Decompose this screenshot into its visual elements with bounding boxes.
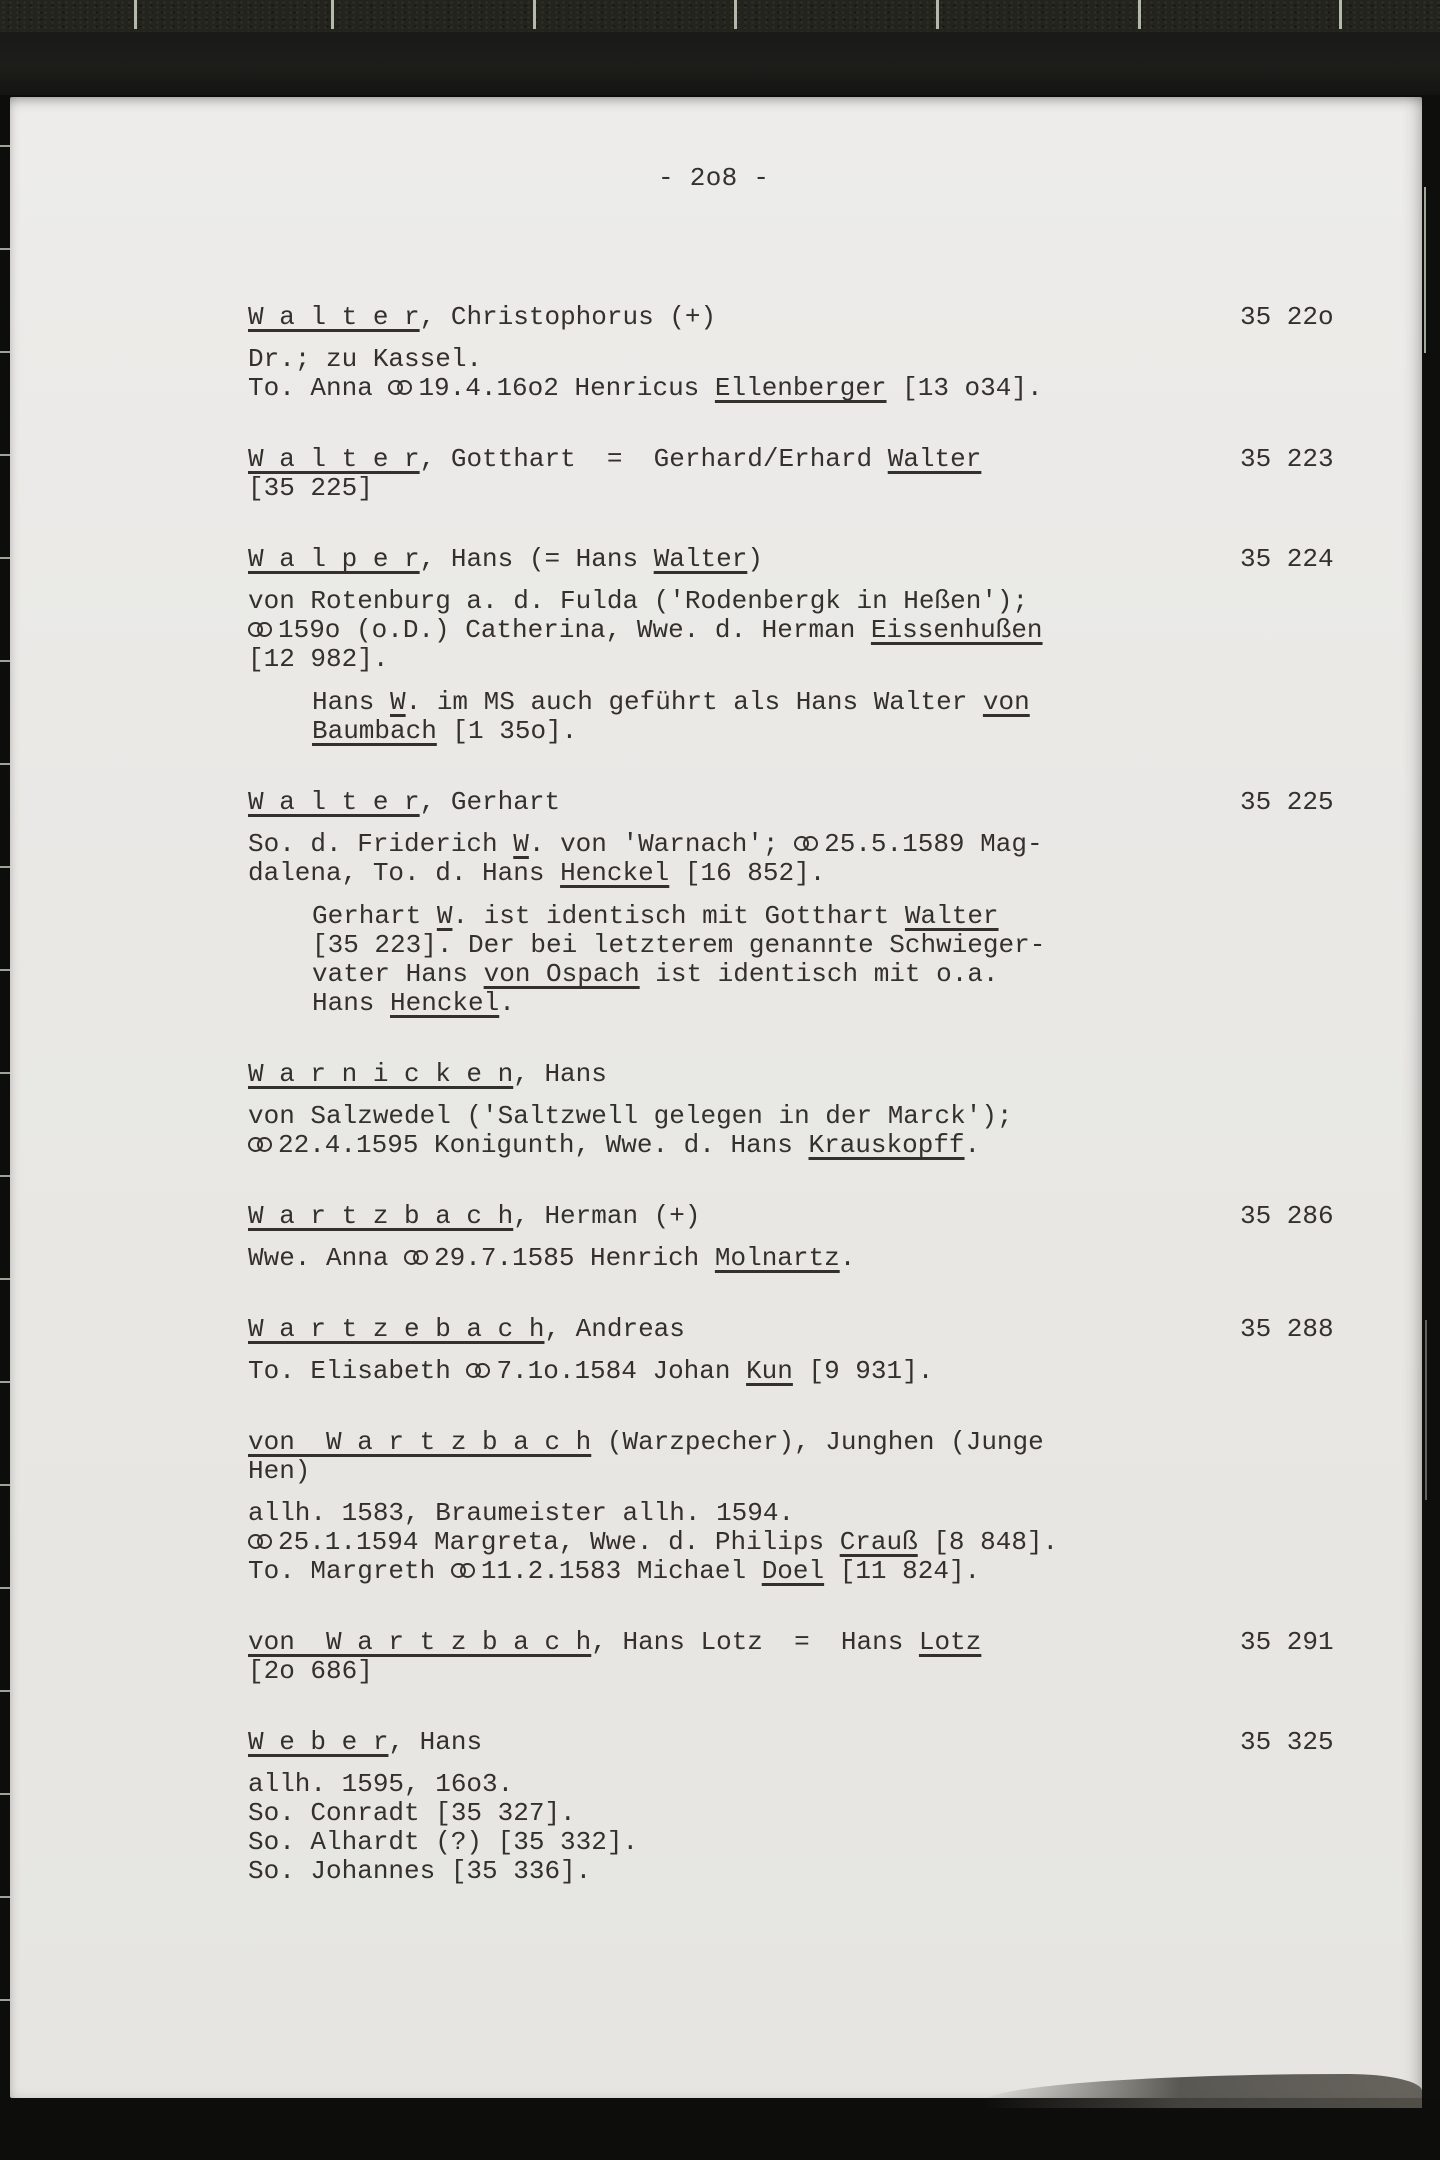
entry-header: [248, 1628, 1368, 1686]
entry-text-line: Hans W. im MS auch geführt als Hans Walter von: [312, 687, 1030, 717]
film-texture-strip: [0, 0, 1440, 32]
film-tick: [134, 0, 137, 29]
entry-text-line: 159o (o.D.) Catherina, Wwe. d. Herman Eissenhußen: [248, 616, 1368, 645]
entry-headline: W e b e r, Hans: [248, 1727, 483, 1757]
entry-headline: von W a r t z b a c h, Hans Lotz = Hans Lotz: [248, 1627, 982, 1657]
entry-text-line: To. Anna 19.4.16o2 Henricus Ellenberger [13 o34].: [248, 373, 1043, 403]
entry-reference-number: 35 225: [1240, 787, 1334, 817]
page-number: - 2o8 -: [658, 163, 770, 193]
entry-paragraph: [248, 1244, 1368, 1273]
document-page: [10, 97, 1422, 2098]
entry-text-line: Hans Henckel.: [312, 988, 515, 1018]
entry-headline: von W a r t z b a c h (Warzpecher), Junghen (Junge: [248, 1427, 1044, 1457]
marriage-symbol-icon: [404, 1250, 429, 1266]
film-edge-top: [0, 0, 1440, 95]
entry-paragraph: [248, 1357, 1368, 1386]
film-scratch-mark: [1425, 1320, 1427, 1500]
entry-header: [248, 1060, 1368, 1089]
entry-header: [248, 445, 1368, 503]
entry-text-line: Baumbach [1 35o].: [312, 716, 578, 746]
film-edge-left: [0, 95, 10, 2160]
entry-paragraph: [248, 688, 1368, 746]
entry-headline: [2o 686]: [248, 1656, 373, 1686]
entry-headline: W a l t e r, Gerhart: [248, 787, 561, 817]
marriage-symbol-icon: [451, 1563, 476, 1579]
register-entry: [248, 1202, 1368, 1273]
entry-text-line: Wwe. Anna 29.7.1585 Henrich Molnartz.: [248, 1243, 856, 1273]
entry-reference-number: 35 223: [1240, 444, 1334, 474]
film-tick: [331, 0, 334, 29]
entry-paragraph: [248, 1770, 1368, 1886]
register-entry: [248, 788, 1368, 1018]
entry-reference-number: 35 224: [1240, 544, 1334, 574]
register-entry: [248, 1628, 1368, 1686]
entry-reference-number: 35 325: [1240, 1727, 1334, 1757]
film-tick: [1339, 0, 1342, 29]
entry-headline: W a l t e r, Christophorus (+): [248, 302, 717, 332]
entry-header: [248, 1202, 1368, 1231]
entry-header: [248, 1315, 1368, 1344]
entry-text-line: So. Johannes [35 336].: [248, 1856, 592, 1886]
entry-text-line: 25.1.1594 Margreta, Wwe. d. Philips Crauß [8 848].: [248, 1528, 1368, 1557]
entry-text-line: von Rotenburg a. d. Fulda ('Rodenbergk in Heßen');: [248, 586, 1029, 616]
entry-paragraph: [248, 587, 1368, 674]
entry-header: [248, 1428, 1368, 1486]
entry-paragraph: [248, 1499, 1368, 1586]
entry-paragraph: [248, 1102, 1368, 1160]
entry-paragraph: [248, 345, 1368, 403]
film-tick: [533, 0, 536, 29]
entry-headline: W a r t z b a c h, Herman (+): [248, 1201, 701, 1231]
register-entry: [248, 545, 1368, 746]
entry-text-line: So. Conradt [35 327].: [248, 1798, 576, 1828]
entry-list: [248, 303, 1368, 1928]
entry-reference-number: 35 291: [1240, 1627, 1334, 1657]
entry-text-line: To. Elisabeth 7.1o.1584 Johan Kun [9 931].: [248, 1356, 934, 1386]
entry-paragraph: [248, 830, 1368, 888]
entry-text-line: Dr.; zu Kassel.: [248, 344, 483, 374]
film-scratch-mark: [1424, 187, 1426, 353]
entry-header: [248, 1728, 1368, 1757]
entry-text-line: So. d. Friderich W. von 'Warnach'; 25.5.1589 Mag-: [248, 829, 1043, 859]
entry-text-line: von Salzwedel ('Saltzwell gelegen in der Marck');: [248, 1101, 1013, 1131]
entry-reference-number: 35 286: [1240, 1201, 1334, 1231]
entry-reference-number: 35 288: [1240, 1314, 1334, 1344]
register-entry: [248, 1428, 1368, 1586]
marriage-symbol-icon: [248, 1534, 273, 1550]
entry-headline: [35 225]: [248, 473, 373, 503]
entry-text-line: So. Alhardt (?) [35 332].: [248, 1827, 639, 1857]
marriage-symbol-icon: [248, 622, 273, 638]
entry-reference-number: 35 22o: [1240, 302, 1334, 332]
film-tick: [734, 0, 737, 29]
register-entry: [248, 303, 1368, 403]
entry-header: [248, 788, 1368, 817]
film-tick: [1138, 0, 1141, 29]
register-entry: [248, 1315, 1368, 1386]
entry-headline: Hen): [248, 1456, 311, 1486]
entry-text-line: 22.4.1595 Konigunth, Wwe. d. Hans Krauskopff.: [248, 1131, 1368, 1160]
entry-text-line: To. Margreth 11.2.1583 Michael Doel [11 824].: [248, 1556, 981, 1586]
entry-text-line: allh. 1583, Braumeister allh. 1594.: [248, 1498, 795, 1528]
entry-headline: W a r n i c k e n, Hans: [248, 1059, 607, 1089]
marriage-symbol-icon: [466, 1363, 491, 1379]
entry-text-line: [35 223]. Der bei letzterem genannte Schwieger-: [312, 930, 1046, 960]
entry-headline: W a r t z e b a c h, Andreas: [248, 1314, 685, 1344]
entry-text-line: Gerhart W. ist identisch mit Gotthart Walter: [312, 901, 999, 931]
register-entry: [248, 445, 1368, 503]
marriage-symbol-icon: [388, 380, 413, 396]
entry-header: [248, 303, 1368, 332]
entry-headline: W a l p e r, Hans (= Hans Walter): [248, 544, 763, 574]
entry-header: [248, 545, 1368, 574]
film-tick: [936, 0, 939, 29]
entry-text-line: [12 982].: [248, 644, 389, 674]
register-entry: [248, 1060, 1368, 1160]
entry-text-line: vater Hans von Ospach ist identisch mit o.a.: [312, 959, 999, 989]
marriage-symbol-icon: [248, 1137, 273, 1153]
entry-text-line: allh. 1595, 16o3.: [248, 1769, 514, 1799]
register-entry: [248, 1728, 1368, 1886]
entry-text-line: dalena, To. d. Hans Henckel [16 852].: [248, 858, 826, 888]
entry-headline: W a l t e r, Gotthart = Gerhard/Erhard Walter: [248, 444, 982, 474]
film-edge-right: [1422, 95, 1440, 2160]
entry-paragraph: [248, 902, 1368, 1018]
marriage-symbol-icon: [794, 836, 819, 852]
